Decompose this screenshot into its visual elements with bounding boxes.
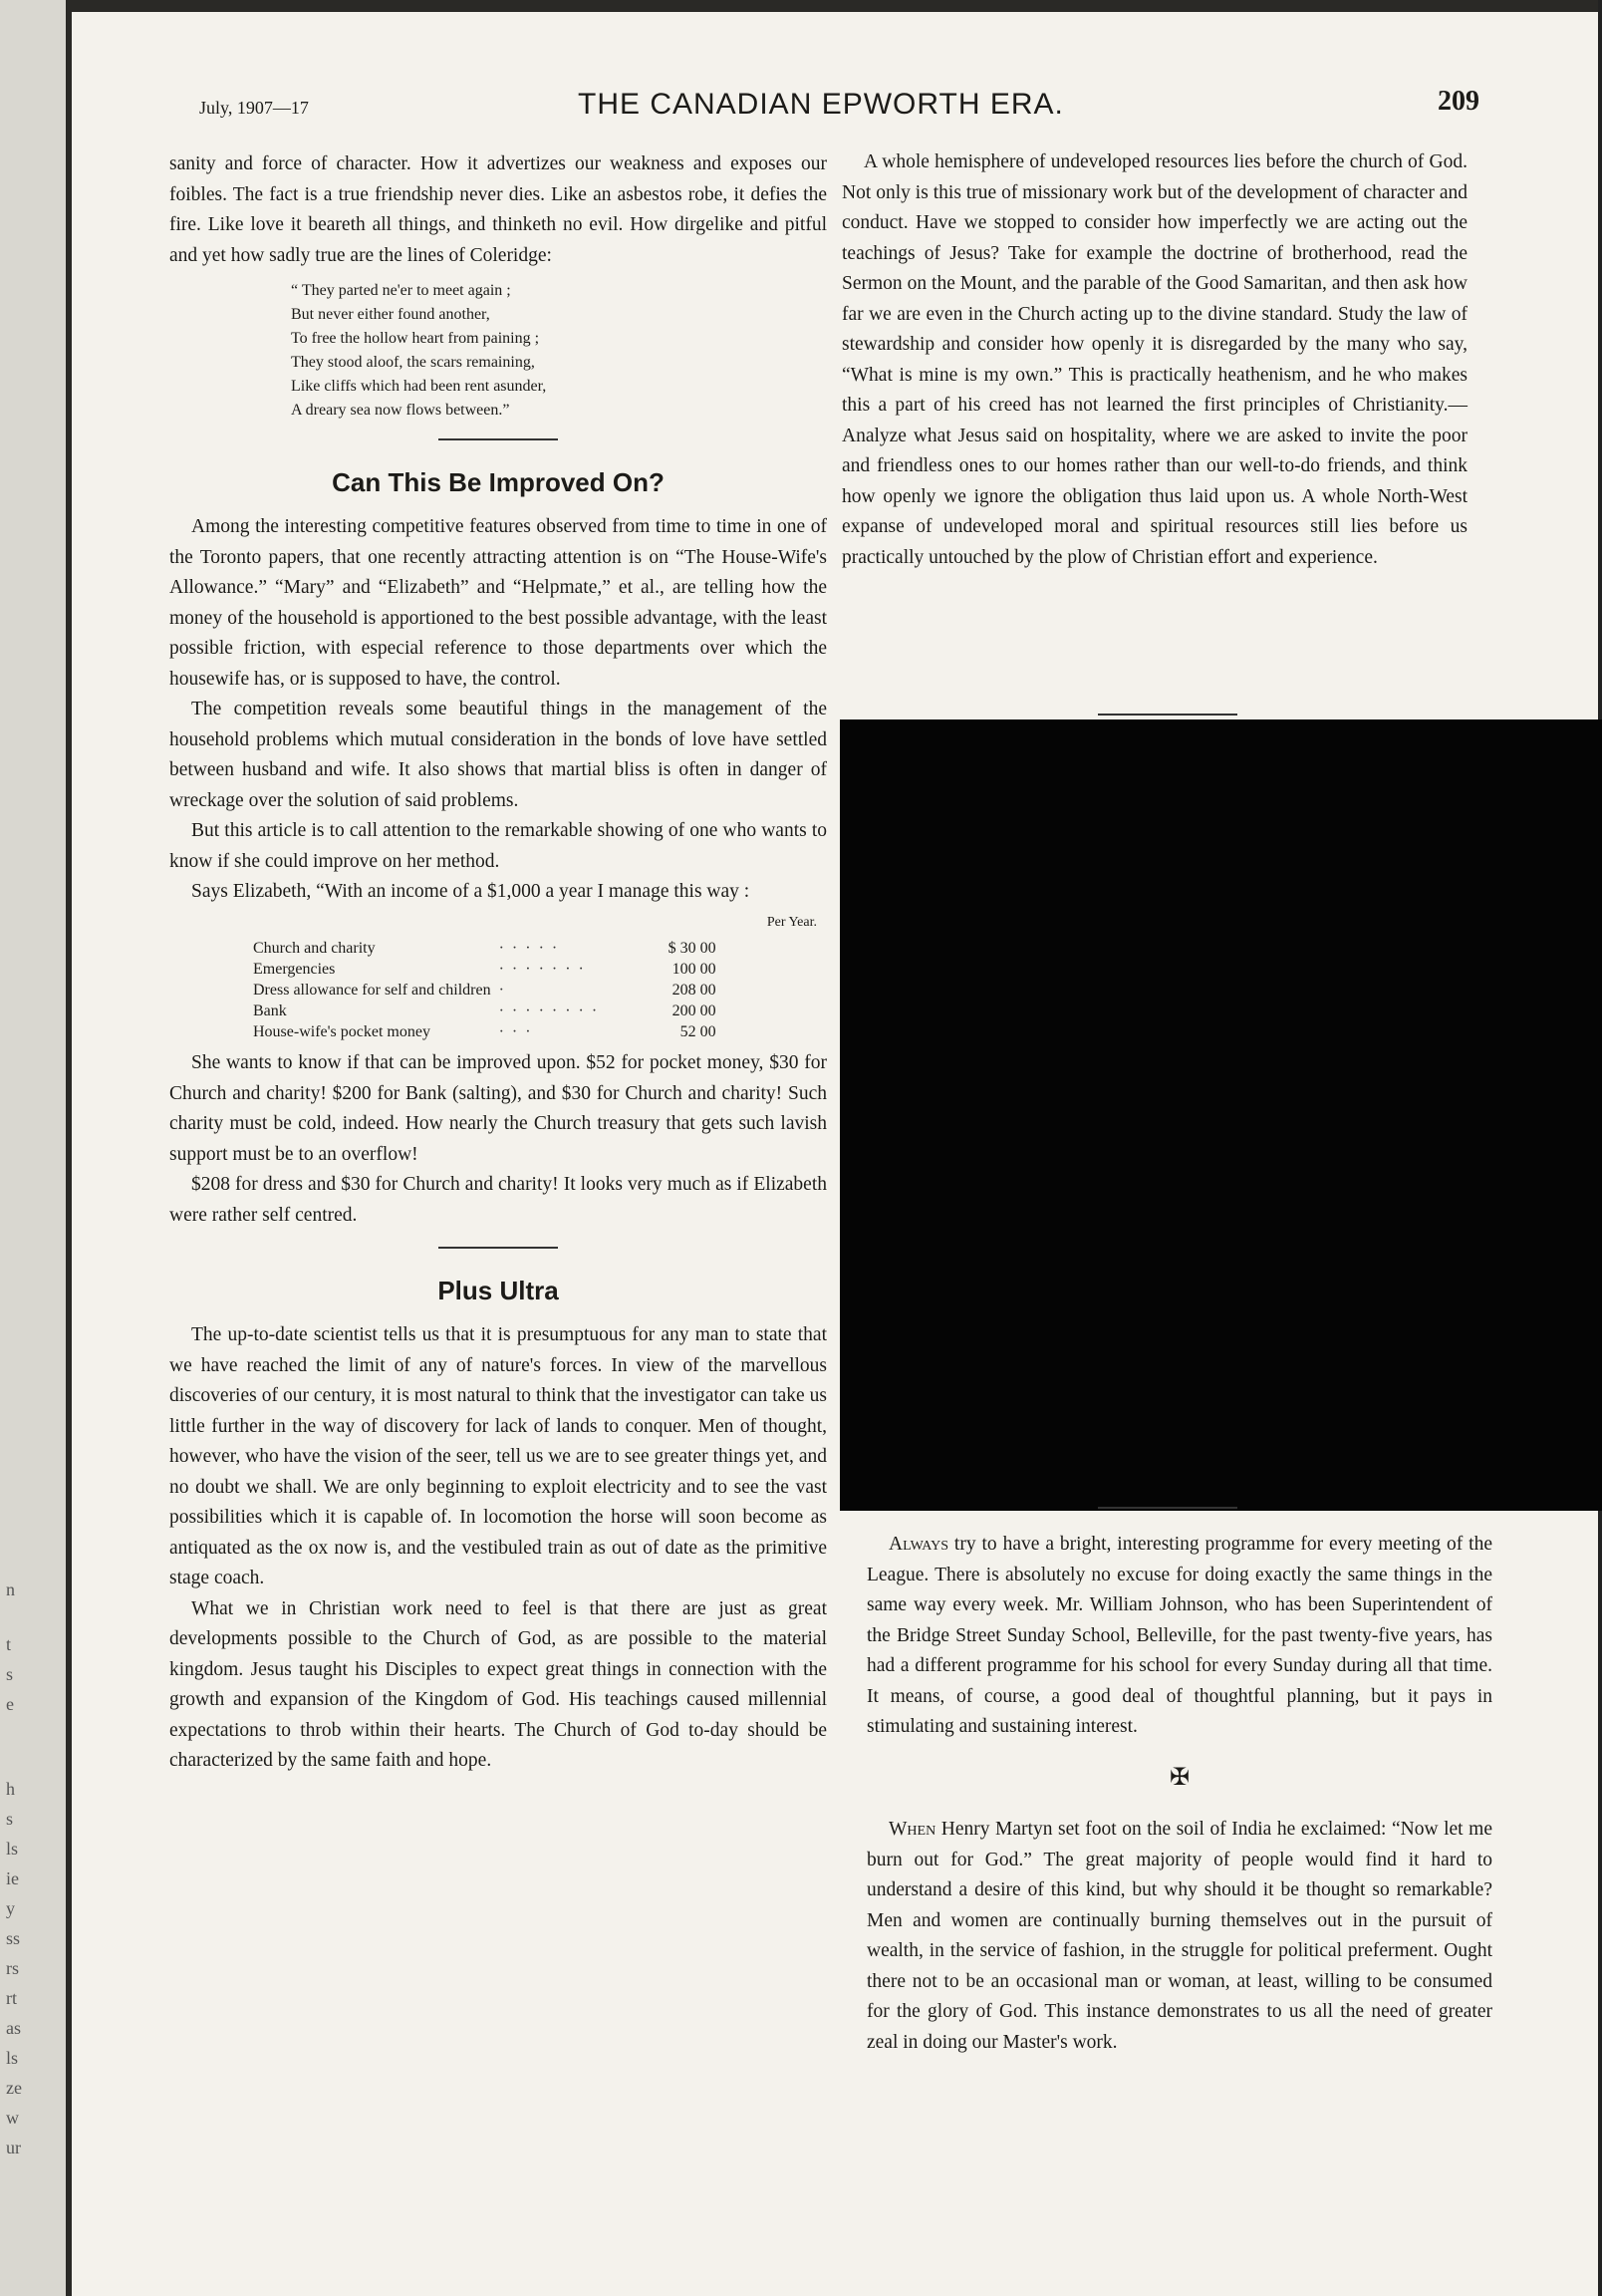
section-divider xyxy=(438,1247,558,1249)
budget-amount: 100 00 xyxy=(671,961,716,978)
margin-fragment: ur xyxy=(6,2138,21,2157)
article-paragraph: The competition reveals some beautiful things in the management of the household problems which mutual consideration in the bonds of love have settled between husband and wife. It also shows that martial bliss is often in danger of wreckage over the solution of said problems. xyxy=(169,699,827,811)
table-row: Church and charity ····· $ 30 00 xyxy=(249,938,720,959)
article-paragraph: $208 for dress and $30 for Church and charity! It looks very much as if Elizabeth were rather self centred. xyxy=(169,1174,827,1226)
article-paragraph: The up-to-date scientist tells us that it is presumptuous for any man to state that we have reached the limit of any of nature's forces. In view of the marvellous discoveries of our century, it is most natural to think that the investigator can take us little further in the way of discovery for lack of lands to conquer. Men of thought, however, who have the vision of the seer, tell us we are to see greater things yet, and no doubt we shall. We are only beginning to exploit electricity and to see the vast possibilities which it is capable of. In locomotion the horse will soon become as antiquated as the ox now is, and the vestibuled train as out of date as the primitive stage coach. xyxy=(169,1324,827,1588)
article-paragraph: Says Elizabeth, “With an income of a $1,000 a year I manage this way : xyxy=(191,881,750,902)
left-column xyxy=(169,149,827,1777)
section-divider xyxy=(1098,714,1237,716)
coleridge-poem xyxy=(291,279,827,423)
article-paragraph: When Henry Martyn set foot on the soil of India he exclaimed: “Now let me burn out for God.” The great majority of people would find it hard to understand a desire of this kind, but why should it be thought so remarkable? Men and women are continually burning themselves out in the pursuit of wealth, in the service of fashion, in the struggle for political preferment. Ought there not to be an occasional man or woman, at least, willing to be consumed for the glory of God. This instance demonstrates to us all the need of greater zeal in doing our Master's work. xyxy=(867,1819,1492,2053)
adjacent-page-margin xyxy=(0,0,72,2296)
margin-fragment: s xyxy=(6,1664,14,1684)
table-row: House-wife's pocket money ··· 52 00 xyxy=(249,1021,720,1042)
poem-line: A dreary sea now flows between.” xyxy=(291,402,510,419)
margin-fragment: rt xyxy=(6,1988,17,2008)
article-paragraph: She wants to know if that can be improved upon. $52 for pocket money, $30 for Church and charity! $200 for Bank (salting), and $30 for Church and charity! Such charity must be cold, indeed. How nearly the Church treasury that gets such lavish support must be to an overflow! xyxy=(169,1052,827,1165)
margin-fragment: ss xyxy=(6,1928,21,1948)
page-header xyxy=(199,84,1479,124)
budget-amount: $ 30 00 xyxy=(668,940,716,957)
poem-line: But never either found another, xyxy=(291,306,490,323)
margin-fragment: e xyxy=(6,1694,14,1714)
budget-item: Church and charity xyxy=(253,940,376,957)
page-number: 209 xyxy=(1438,86,1479,117)
budget-table xyxy=(249,938,720,1042)
margin-fragment: ls xyxy=(6,1839,19,1859)
blacked-out-illustration xyxy=(840,719,1602,1511)
budget-amount: 52 00 xyxy=(679,1023,716,1040)
margin-fragment: ls xyxy=(6,2048,19,2068)
lead-word: Always xyxy=(889,1534,948,1555)
budget-amount: 208 00 xyxy=(671,982,716,999)
margin-fragment: h xyxy=(6,1779,15,1799)
section-title-plus-ultra: Plus Ultra xyxy=(437,1276,559,1305)
publication-title: THE CANADIAN EPWORTH ERA. xyxy=(578,88,1064,121)
poem-line: Like cliffs which had been rent asunder, xyxy=(291,378,547,395)
budget-header: Per Year. xyxy=(766,914,817,930)
margin-fragment: ze xyxy=(6,2078,22,2098)
margin-fragment: n xyxy=(6,1579,15,1599)
article-paragraph: Always try to have a bright, interesting programme for every meeting of the League. There is absolutely no excuse for doing exactly the same things in the same way every week. Mr. William Johnson, who has been Superintendent of the Bridge Street Sunday School, Belleville, for the past twenty-five years, has had a different programme for his school for every Sunday during all that time. It means, of course, a good deal of thoughtful planning, but it pays in stimulating and sustaining interest. xyxy=(867,1534,1492,1737)
section-divider xyxy=(438,438,558,440)
section-title-improved: Can This Be Improved On? xyxy=(332,467,665,497)
margin-fragment: rs xyxy=(6,1958,19,1978)
section-divider xyxy=(1098,1507,1237,1509)
cross-ornament-icon: ✠ xyxy=(1169,1764,1191,1791)
article-paragraph: Among the interesting competitive features observed from time to time in one of the Toronto papers, that one recently attracting attention is on “The House-Wife's Allowance.” “Mary” and “Elizabeth” and “Helpmate,” et al., are telling how the money of the household is apportioned to the best possible advantage, with the least possible friction, with especial reference to those departments over which the housewife has, or is supposed to have, the control. xyxy=(169,516,827,690)
table-row: Dress allowance for self and children · 208 00 xyxy=(249,980,720,1001)
margin-fragment: as xyxy=(6,2018,21,2038)
margin-fragment: t xyxy=(6,1634,12,1654)
table-row: Emergencies ······· 100 00 xyxy=(249,959,720,980)
issue-date: July, 1907—17 xyxy=(199,98,309,118)
article-paragraph: A whole hemisphere of undeveloped resources lies before the church of God. Not only is this true of missionary work but of the development of character and conduct. Have we stopped to consider how imperfectly we are acting out the teachings of Jesus? Take for example the doctrine of brotherhood, read the Sermon on the Mount, and the parable of the Good Samaritan, and then ask how far we are even in the Church acting up to the divine standard. Study the law of stewardship and consider how openly it is disregarded by the many who say, “What is mine is my own.” This is practically heathenism, and he who makes this a part of his creed has not learned the first principles of Christianity.—Analyze what Jesus said on hospitality, where we are asked to invite the poor and friendless ones to our homes rather than our well-to-do friends, and think how openly we ignore the obligation thus laid upon us. A whole North-West expanse of undeveloped moral and spiritual resources still lies before us practically untouched by the plow of Christian effort and experience. xyxy=(842,151,1468,568)
scan-top-border xyxy=(72,0,1602,12)
binding-edge xyxy=(66,0,72,2296)
article-paragraph: What we in Christian work need to feel is that there are just as great developments possible to the Church of God, as are possible to the material kingdom. Jesus taught his Disciples to expect great things in connection with the growth and expansion of the Kingdom of God. His teachings caused millennial expectations to throb within their hearts. The Church of God to-day should be characterized by the same faith and hope. xyxy=(169,1597,827,1771)
intro-paragraph: sanity and force of character. How it advertizes our weakness and exposes our foibles. The fact is a true friendship never dies. Like an asbestos robe, it defies the fire. Like love it beareth all things, and thinketh no evil. How dirgelike and pitful and yet how sadly true are the lines of Coleridge: xyxy=(169,153,827,266)
right-column-top xyxy=(842,147,1468,573)
margin-fragment: s xyxy=(6,1809,14,1829)
budget-item: Dress allowance for self and children xyxy=(253,982,491,999)
budget-amount: 200 00 xyxy=(671,1003,716,1019)
budget-item: Emergencies xyxy=(253,961,336,978)
budget-item: House-wife's pocket money xyxy=(253,1023,430,1040)
budget-item: Bank xyxy=(253,1003,287,1019)
poem-line: To free the hollow heart from paining ; xyxy=(291,330,540,347)
poem-line: They stood aloof, the scars remaining, xyxy=(291,354,535,371)
article-paragraph: But this article is to call attention to the remarkable showing of one who wants to know if she could improve on her method. xyxy=(169,820,827,872)
lead-word: When xyxy=(889,1819,936,1840)
margin-fragment: w xyxy=(6,2108,19,2128)
poem-line: “ They parted ne'er to meet again ; xyxy=(291,282,511,299)
right-column-bottom xyxy=(867,1530,1492,2058)
table-row: Bank ········ 200 00 xyxy=(249,1001,720,1021)
margin-fragment: ie xyxy=(6,1868,19,1888)
margin-fragment: y xyxy=(6,1898,15,1918)
